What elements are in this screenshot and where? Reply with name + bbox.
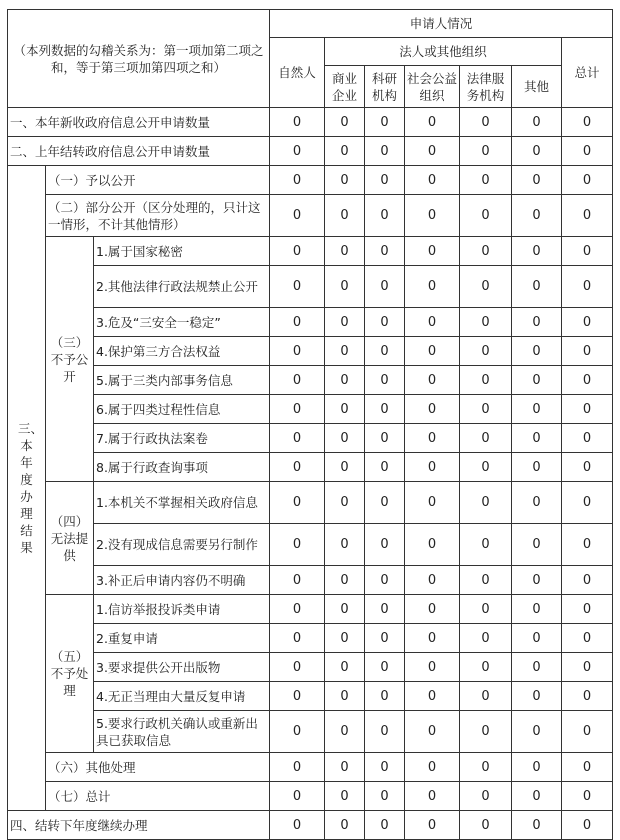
cell-value: 0 (365, 266, 405, 308)
cell-value: 0 (325, 166, 365, 195)
cell-value: 0 (365, 395, 405, 424)
cell-value: 0 (460, 566, 512, 595)
table-row (8, 566, 613, 595)
header-natural-person: 自然人 (270, 38, 325, 108)
cell-value: 0 (365, 624, 405, 653)
cell-value: 0 (562, 753, 613, 782)
cell-value: 0 (460, 237, 512, 266)
cell-value: 0 (325, 195, 365, 237)
header-note: （本列数据的勾稽关系为：第一项加第二项之和，等于第三项加第四项之和） (8, 10, 270, 108)
row-label: 6.属于四类过程性信息 (94, 395, 270, 424)
header-other: 其他 (512, 66, 562, 108)
row-label: 4.保护第三方合法权益 (94, 337, 270, 366)
row-label: 3.要求提供公开出版物 (94, 653, 270, 682)
cell-value: 0 (365, 137, 405, 166)
table-row (8, 524, 613, 566)
cell-value: 0 (325, 811, 365, 840)
cell-value: 0 (270, 811, 325, 840)
cell-value: 0 (365, 524, 405, 566)
group-label-unable-provide: （四）无法提供 (46, 482, 94, 595)
cell-value: 0 (405, 237, 460, 266)
table-row (8, 166, 613, 195)
cell-value: 0 (562, 237, 613, 266)
cell-value: 0 (405, 482, 460, 524)
cell-value: 0 (562, 782, 613, 811)
cell-value: 0 (562, 482, 613, 524)
cell-value: 0 (325, 453, 365, 482)
cell-value: 0 (460, 308, 512, 337)
disclosure-stats-table (7, 9, 613, 840)
table-row (8, 682, 613, 711)
cell-value: 0 (365, 653, 405, 682)
group-label-not-processed: （五）不予处理 (46, 595, 94, 753)
cell-value: 0 (562, 195, 613, 237)
table-row (8, 395, 613, 424)
cell-value: 0 (325, 137, 365, 166)
cell-value: 0 (270, 753, 325, 782)
cell-value: 0 (562, 811, 613, 840)
cell-value: 0 (325, 753, 365, 782)
group-label-not-disclosed: （三）不予公开 (46, 237, 94, 482)
cell-value: 0 (365, 711, 405, 753)
cell-value: 0 (460, 753, 512, 782)
cell-value: 0 (460, 137, 512, 166)
cell-value: 0 (512, 524, 562, 566)
cell-value: 0 (405, 711, 460, 753)
cell-value: 0 (562, 453, 613, 482)
cell-value: 0 (460, 811, 512, 840)
cell-value: 0 (460, 195, 512, 237)
cell-value: 0 (270, 566, 325, 595)
cell-value: 0 (325, 682, 365, 711)
cell-value: 0 (270, 237, 325, 266)
cell-value: 0 (562, 624, 613, 653)
cell-value: 0 (325, 482, 365, 524)
cell-value: 0 (460, 624, 512, 653)
cell-value: 0 (270, 395, 325, 424)
cell-value: 0 (405, 453, 460, 482)
row-label: 2.其他法律行政法规禁止公开 (94, 266, 270, 308)
cell-value: 0 (270, 711, 325, 753)
cell-value: 0 (365, 366, 405, 395)
row-label: 2.重复申请 (94, 624, 270, 653)
header-legal-org: 法人或其他组织 (325, 38, 562, 66)
cell-value: 0 (562, 137, 613, 166)
cell-value: 0 (562, 108, 613, 137)
cell-value: 0 (512, 624, 562, 653)
row-label: 7.属于行政执法案卷 (94, 424, 270, 453)
cell-value: 0 (325, 595, 365, 624)
cell-value: 0 (512, 782, 562, 811)
cell-value: 0 (270, 482, 325, 524)
cell-value: 0 (512, 711, 562, 753)
cell-value: 0 (325, 782, 365, 811)
row-label: 3.危及“三安全一稳定” (94, 308, 270, 337)
cell-value: 0 (405, 195, 460, 237)
row-label: 四、结转下年度继续办理 (8, 811, 270, 840)
cell-value: 0 (405, 811, 460, 840)
cell-value: 0 (325, 711, 365, 753)
cell-value: 0 (325, 266, 365, 308)
cell-value: 0 (562, 711, 613, 753)
cell-value: 0 (562, 166, 613, 195)
table-row (8, 624, 613, 653)
cell-value: 0 (405, 266, 460, 308)
header-legal-service: 法律服务机构 (460, 66, 512, 108)
cell-value: 0 (270, 337, 325, 366)
cell-value: 0 (270, 108, 325, 137)
cell-value: 0 (365, 195, 405, 237)
cell-value: 0 (460, 653, 512, 682)
cell-value: 0 (365, 308, 405, 337)
cell-value: 0 (365, 337, 405, 366)
cell-value: 0 (325, 424, 365, 453)
cell-value: 0 (512, 195, 562, 237)
table-row (8, 482, 613, 524)
row-label: （七）总计 (46, 782, 270, 811)
cell-value: 0 (270, 524, 325, 566)
table-row (8, 308, 613, 337)
cell-value: 0 (405, 337, 460, 366)
cell-value: 0 (325, 624, 365, 653)
cell-value: 0 (270, 424, 325, 453)
cell-value: 0 (512, 166, 562, 195)
table-row (8, 595, 613, 624)
cell-value: 0 (270, 166, 325, 195)
cell-value: 0 (365, 811, 405, 840)
cell-value: 0 (562, 395, 613, 424)
cell-value: 0 (512, 453, 562, 482)
table-row (8, 266, 613, 308)
cell-value: 0 (270, 653, 325, 682)
cell-value: 0 (365, 424, 405, 453)
cell-value: 0 (365, 566, 405, 595)
cell-value: 0 (460, 453, 512, 482)
row-label: 一、本年新收政府信息公开申请数量 (8, 108, 270, 137)
cell-value: 0 (460, 524, 512, 566)
cell-value: 0 (512, 337, 562, 366)
table-row (8, 753, 613, 782)
cell-value: 0 (460, 711, 512, 753)
cell-value: 0 (405, 624, 460, 653)
group-label-results: 三、本年度办理结果 (8, 166, 46, 811)
cell-value: 0 (512, 237, 562, 266)
row-label: 5.要求行政机关确认或重新出具已获取信息 (94, 711, 270, 753)
cell-value: 0 (365, 166, 405, 195)
row-label: 5.属于三类内部事务信息 (94, 366, 270, 395)
cell-value: 0 (512, 811, 562, 840)
cell-value: 0 (512, 308, 562, 337)
cell-value: 0 (325, 566, 365, 595)
cell-value: 0 (562, 337, 613, 366)
cell-value: 0 (512, 753, 562, 782)
cell-value: 0 (405, 782, 460, 811)
cell-value: 0 (405, 395, 460, 424)
cell-value: 0 (365, 453, 405, 482)
cell-value: 0 (460, 266, 512, 308)
table-row (8, 337, 613, 366)
cell-value: 0 (512, 595, 562, 624)
cell-value: 0 (512, 395, 562, 424)
cell-value: 0 (325, 653, 365, 682)
cell-value: 0 (460, 782, 512, 811)
cell-value: 0 (460, 595, 512, 624)
cell-value: 0 (270, 366, 325, 395)
cell-value: 0 (512, 653, 562, 682)
cell-value: 0 (270, 624, 325, 653)
table-row (8, 782, 613, 811)
header-social-welfare: 社会公益组织 (405, 66, 460, 108)
cell-value: 0 (405, 524, 460, 566)
cell-value: 0 (460, 108, 512, 137)
cell-value: 0 (405, 682, 460, 711)
cell-value: 0 (405, 595, 460, 624)
cell-value: 0 (325, 337, 365, 366)
cell-value: 0 (405, 308, 460, 337)
table-row (8, 711, 613, 753)
cell-value: 0 (325, 524, 365, 566)
row-label: 4.无正当理由大量反复申请 (94, 682, 270, 711)
row-label: 8.属于行政查询事项 (94, 453, 270, 482)
cell-value: 0 (270, 453, 325, 482)
table-row (8, 811, 613, 840)
cell-value: 0 (365, 237, 405, 266)
row-label: （二）部分公开（区分处理的，只计这一情形，不计其他情形） (46, 195, 270, 237)
cell-value: 0 (365, 753, 405, 782)
header-business: 商业企业 (325, 66, 365, 108)
cell-value: 0 (512, 424, 562, 453)
cell-value: 0 (270, 195, 325, 237)
cell-value: 0 (270, 682, 325, 711)
cell-value: 0 (270, 137, 325, 166)
cell-value: 0 (562, 653, 613, 682)
cell-value: 0 (562, 266, 613, 308)
cell-value: 0 (460, 395, 512, 424)
cell-value: 0 (460, 424, 512, 453)
row-label: （一）予以公开 (46, 166, 270, 195)
cell-value: 0 (405, 166, 460, 195)
cell-value: 0 (405, 653, 460, 682)
cell-value: 0 (325, 366, 365, 395)
cell-value: 0 (405, 108, 460, 137)
header-research: 科研机构 (365, 66, 405, 108)
table-row (8, 195, 613, 237)
table-row (8, 453, 613, 482)
table-row (8, 137, 613, 166)
row-label: （六）其他处理 (46, 753, 270, 782)
row-label: 1.属于国家秘密 (94, 237, 270, 266)
table-row (8, 366, 613, 395)
row-label: 3.补正后申请内容仍不明确 (94, 566, 270, 595)
cell-value: 0 (562, 524, 613, 566)
cell-value: 0 (365, 108, 405, 137)
row-label: 二、上年结转政府信息公开申请数量 (8, 137, 270, 166)
cell-value: 0 (270, 308, 325, 337)
table-row (8, 653, 613, 682)
cell-value: 0 (365, 782, 405, 811)
row-label: 2.没有现成信息需要另行制作 (94, 524, 270, 566)
cell-value: 0 (562, 308, 613, 337)
header-applicant-info: 申请人情况 (270, 10, 613, 38)
cell-value: 0 (512, 108, 562, 137)
cell-value: 0 (562, 566, 613, 595)
cell-value: 0 (405, 424, 460, 453)
cell-value: 0 (325, 237, 365, 266)
cell-value: 0 (405, 753, 460, 782)
cell-value: 0 (512, 482, 562, 524)
cell-value: 0 (365, 482, 405, 524)
table-row (8, 108, 613, 137)
table-row (8, 424, 613, 453)
cell-value: 0 (562, 682, 613, 711)
table-row (8, 237, 613, 266)
cell-value: 0 (325, 108, 365, 137)
cell-value: 0 (512, 366, 562, 395)
cell-value: 0 (405, 137, 460, 166)
row-label: 1.信访举报投诉类申请 (94, 595, 270, 624)
cell-value: 0 (405, 366, 460, 395)
cell-value: 0 (460, 337, 512, 366)
cell-value: 0 (460, 366, 512, 395)
cell-value: 0 (512, 266, 562, 308)
cell-value: 0 (562, 595, 613, 624)
cell-value: 0 (512, 137, 562, 166)
cell-value: 0 (270, 266, 325, 308)
header-total: 总计 (562, 38, 613, 108)
cell-value: 0 (270, 595, 325, 624)
cell-value: 0 (325, 308, 365, 337)
row-label: 1.本机关不掌握相关政府信息 (94, 482, 270, 524)
cell-value: 0 (460, 682, 512, 711)
cell-value: 0 (512, 682, 562, 711)
cell-value: 0 (562, 366, 613, 395)
cell-value: 0 (325, 395, 365, 424)
cell-value: 0 (460, 482, 512, 524)
cell-value: 0 (460, 166, 512, 195)
cell-value: 0 (562, 424, 613, 453)
cell-value: 0 (365, 595, 405, 624)
cell-value: 0 (512, 566, 562, 595)
cell-value: 0 (405, 566, 460, 595)
cell-value: 0 (270, 782, 325, 811)
cell-value: 0 (365, 682, 405, 711)
